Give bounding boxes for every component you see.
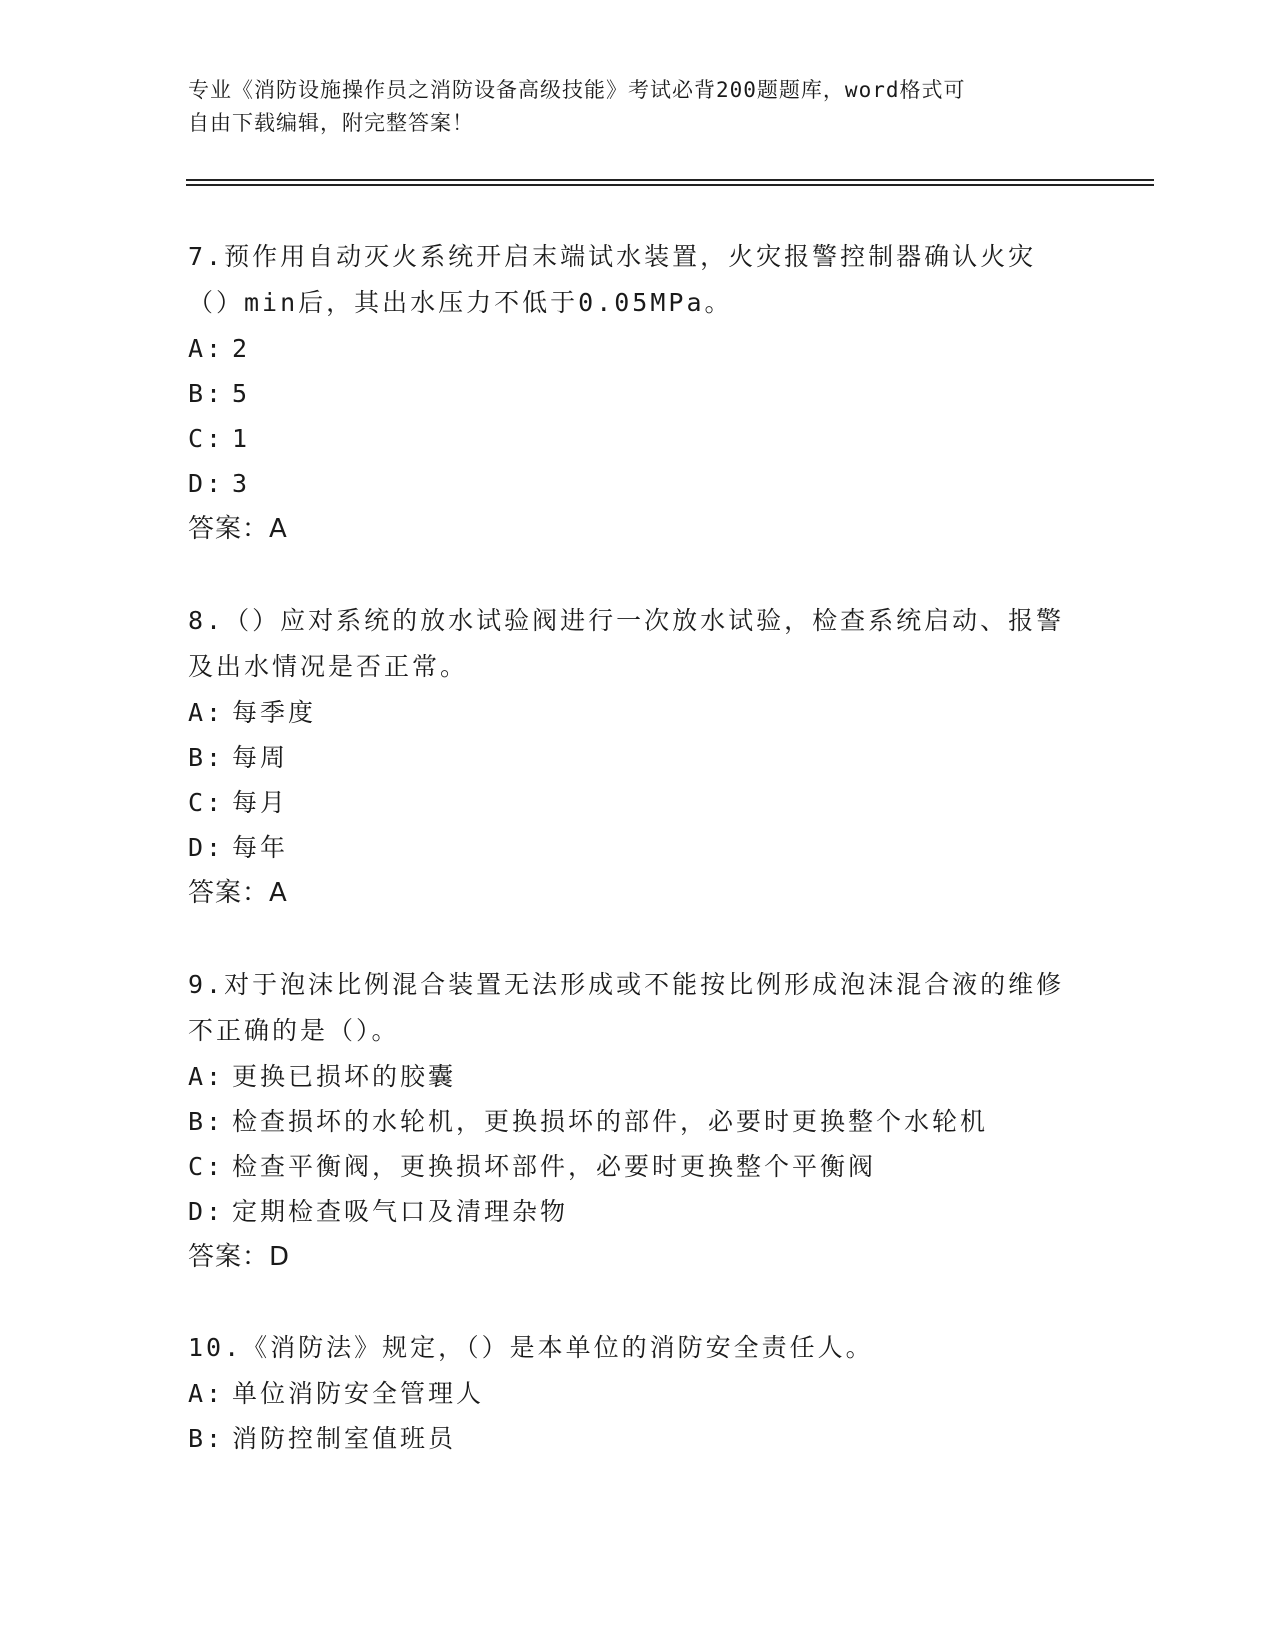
option-text: 检查平衡阀，更换损坏部件，必要时更换整个平衡阀 (232, 1152, 877, 1181)
header-divider-bottom (186, 184, 1154, 186)
option-text: 定期检查吸气口及清理杂物 (232, 1197, 569, 1226)
option-text: 单位消防安全管理人 (232, 1379, 485, 1408)
option-a (188, 1371, 1068, 1416)
option-letter: C: (188, 424, 225, 453)
option-letter: B: (188, 743, 225, 772)
option-text: 更换已损坏的胶囊 (232, 1062, 457, 1091)
question-stem: 8.（）应对系统的放水试验阀进行一次放水试验，检查系统启动、报警及出水情况是否正常。 (188, 606, 1065, 681)
option-text: 检查损坏的水轮机，更换损坏的部件，必要时更换整个水轮机 (232, 1107, 989, 1136)
option-text: 每月 (232, 788, 289, 817)
option-letter: B: (188, 1424, 225, 1453)
option-letter: A: (188, 334, 225, 363)
option-text: 1 (232, 424, 251, 453)
question-9 (188, 962, 1068, 1280)
option-b (188, 1416, 1068, 1461)
option-letter: D: (188, 469, 225, 498)
option-d (188, 1189, 1068, 1234)
question-stem: 7.预作用自动灭火系统开启末端试水装置，火灾报警控制器确认火灾（）min后，其出水压力不低于0.05MPa。 (188, 242, 1037, 317)
option-a (188, 1054, 1068, 1099)
answer: 答案：D (188, 1242, 291, 1272)
option-letter: C: (188, 1152, 225, 1181)
question-stem: 10.《消防法》规定，（）是本单位的消防安全责任人。 (188, 1333, 874, 1362)
option-text: 5 (232, 379, 251, 408)
question-stem: 9.对于泡沫比例混合装置无法形成或不能按比例形成泡沫混合液的维修不正确的是（）。 (188, 970, 1065, 1045)
header-line-2: 自由下载编辑，附完整答案！ (188, 111, 474, 135)
question-10 (188, 1325, 1068, 1461)
option-letter: D: (188, 833, 225, 862)
option-letter: B: (188, 379, 225, 408)
document-header (188, 74, 1068, 140)
option-c (188, 1144, 1068, 1189)
option-text: 每年 (232, 833, 289, 862)
answer: 答案：A (188, 514, 288, 544)
option-letter: A: (188, 1379, 225, 1408)
option-text: 消防控制室值班员 (232, 1424, 457, 1453)
option-letter: D: (188, 1197, 225, 1226)
option-d (188, 461, 1068, 506)
option-b (188, 371, 1068, 416)
option-b (188, 735, 1068, 780)
option-d (188, 825, 1068, 870)
header-line-1: 专业《消防设施操作员之消防设备高级技能》考试必背200题题库，word格式可 (188, 78, 966, 102)
option-letter: A: (188, 698, 225, 727)
option-text: 每周 (232, 743, 289, 772)
question-8 (188, 598, 1068, 916)
header-divider-top (186, 179, 1154, 181)
question-7 (188, 234, 1068, 552)
option-c (188, 780, 1068, 825)
option-a (188, 326, 1068, 371)
option-letter: B: (188, 1107, 225, 1136)
option-letter: A: (188, 1062, 225, 1091)
option-text: 3 (232, 469, 251, 498)
answer: 答案：A (188, 878, 288, 908)
option-a (188, 690, 1068, 735)
option-text: 每季度 (232, 698, 317, 727)
option-letter: C: (188, 788, 225, 817)
option-b (188, 1099, 1068, 1144)
option-c (188, 416, 1068, 461)
option-text: 2 (232, 334, 251, 363)
